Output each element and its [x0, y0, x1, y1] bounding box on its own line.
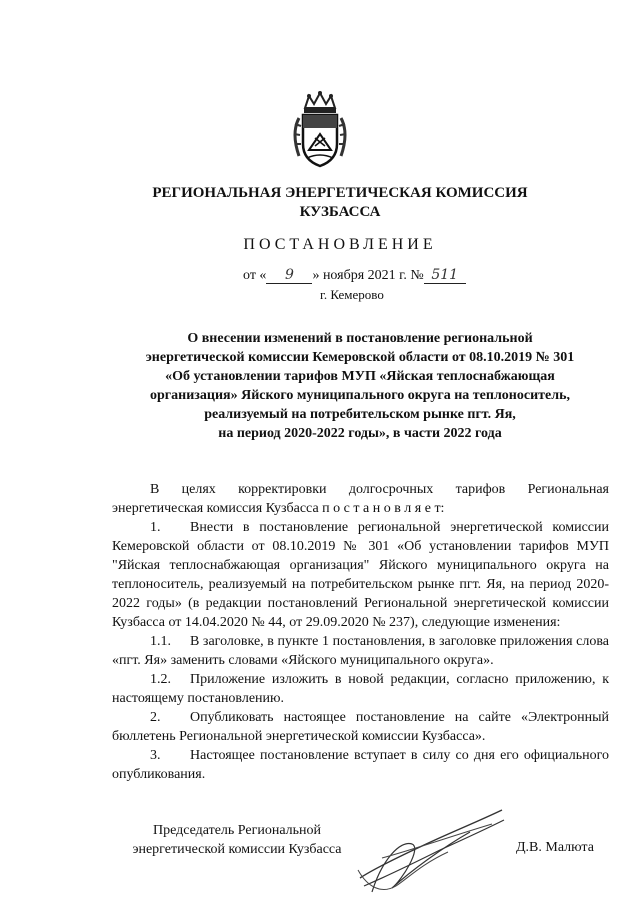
item-1-1: [112, 632, 609, 670]
item-number: 1.1.: [150, 634, 171, 649]
item-text: Приложение изложить в новой редакции, согласно приложению, к настоящему постановлению.: [112, 672, 609, 706]
city: г. Кемерово: [320, 287, 384, 302]
subject-line: «Об установлении тарифов МУП «Яйская теплоснабжающая: [165, 369, 555, 384]
item-text: Внести в постановление региональной энергетической комиссии Кемеровской области от 08.10.2019 № 301 «Об установлении тарифов МУП "Яйская теплоснабжающая организация" Яйского муниципального округа на теплоноситель, реализуемый на потребительском рынке пгт. Яя, на период 2020-2022 годы» (в редакции постановлений Региональной энергетической комиссии Кузбасса от 14.04.2020 № 44, от 29.09.2020 № 237), следующие изменения:: [112, 520, 609, 630]
item-text: Настоящее постановление вступает в силу со дня его официального опубликования.: [112, 748, 609, 782]
subject-line: организация» Яйского муниципального округа на теплоноситель,: [149, 388, 570, 403]
item-text: В заголовке, в пункте 1 постановления, в заголовке приложения слова «пгт. Яя» заменить словами «Яйского муниципального округа».: [112, 634, 609, 668]
signatory-name: Д.В. Малюта: [516, 840, 594, 855]
document-type: ПОСТАНОВЛЕНИЕ: [243, 236, 437, 253]
document-number: 511: [424, 267, 466, 284]
document-subject: [100, 329, 620, 443]
signatory-title-line: энергетической комиссии Кузбасса: [132, 842, 342, 857]
signatory-title: [112, 821, 362, 859]
coat-of-arms-icon: [279, 88, 361, 170]
date-line: [243, 267, 466, 284]
document-body: [112, 480, 609, 784]
subject-line: О внесении изменений в постановление региональной: [187, 331, 533, 346]
item-number: 1.: [150, 520, 161, 535]
signatory-title-line: Председатель Региональной: [152, 823, 322, 838]
item-1-2: [112, 670, 609, 708]
organization-name-line1: РЕГИОНАЛЬНАЯ ЭНЕРГЕТИЧЕСКАЯ КОМИССИЯ: [152, 185, 528, 201]
date-day: 9: [266, 267, 312, 284]
subject-line: на период 2020-2022 годы», в части 2022 года: [218, 426, 502, 441]
item-number: 3.: [150, 748, 161, 763]
subject-line: реализуемый на потребительском рынке пгт. Яя,: [204, 407, 516, 422]
handwritten-signature: [352, 800, 512, 900]
subject-line: энергетической комиссии Кемеровской области от 08.10.2019 № 301: [145, 350, 575, 365]
date-prefix: от «: [243, 268, 267, 283]
organization-name-line2: КУЗБАССА: [299, 204, 381, 220]
item-1: [112, 518, 609, 632]
item-3: [112, 746, 609, 784]
item-number: 2.: [150, 710, 161, 725]
date-month-year: » ноября 2021 г. №: [312, 268, 424, 283]
item-number: 1.2.: [150, 672, 171, 687]
item-2: [112, 708, 609, 746]
item-text: Опубликовать настоящее постановление на сайте «Электронный бюллетень Региональной энергетической комиссии Кузбасса».: [112, 710, 609, 744]
intro-paragraph: В целях корректировки долгосрочных тарифов Региональная энергетическая комиссия Кузбасса п о с т а н о в л я е т:: [112, 482, 609, 516]
